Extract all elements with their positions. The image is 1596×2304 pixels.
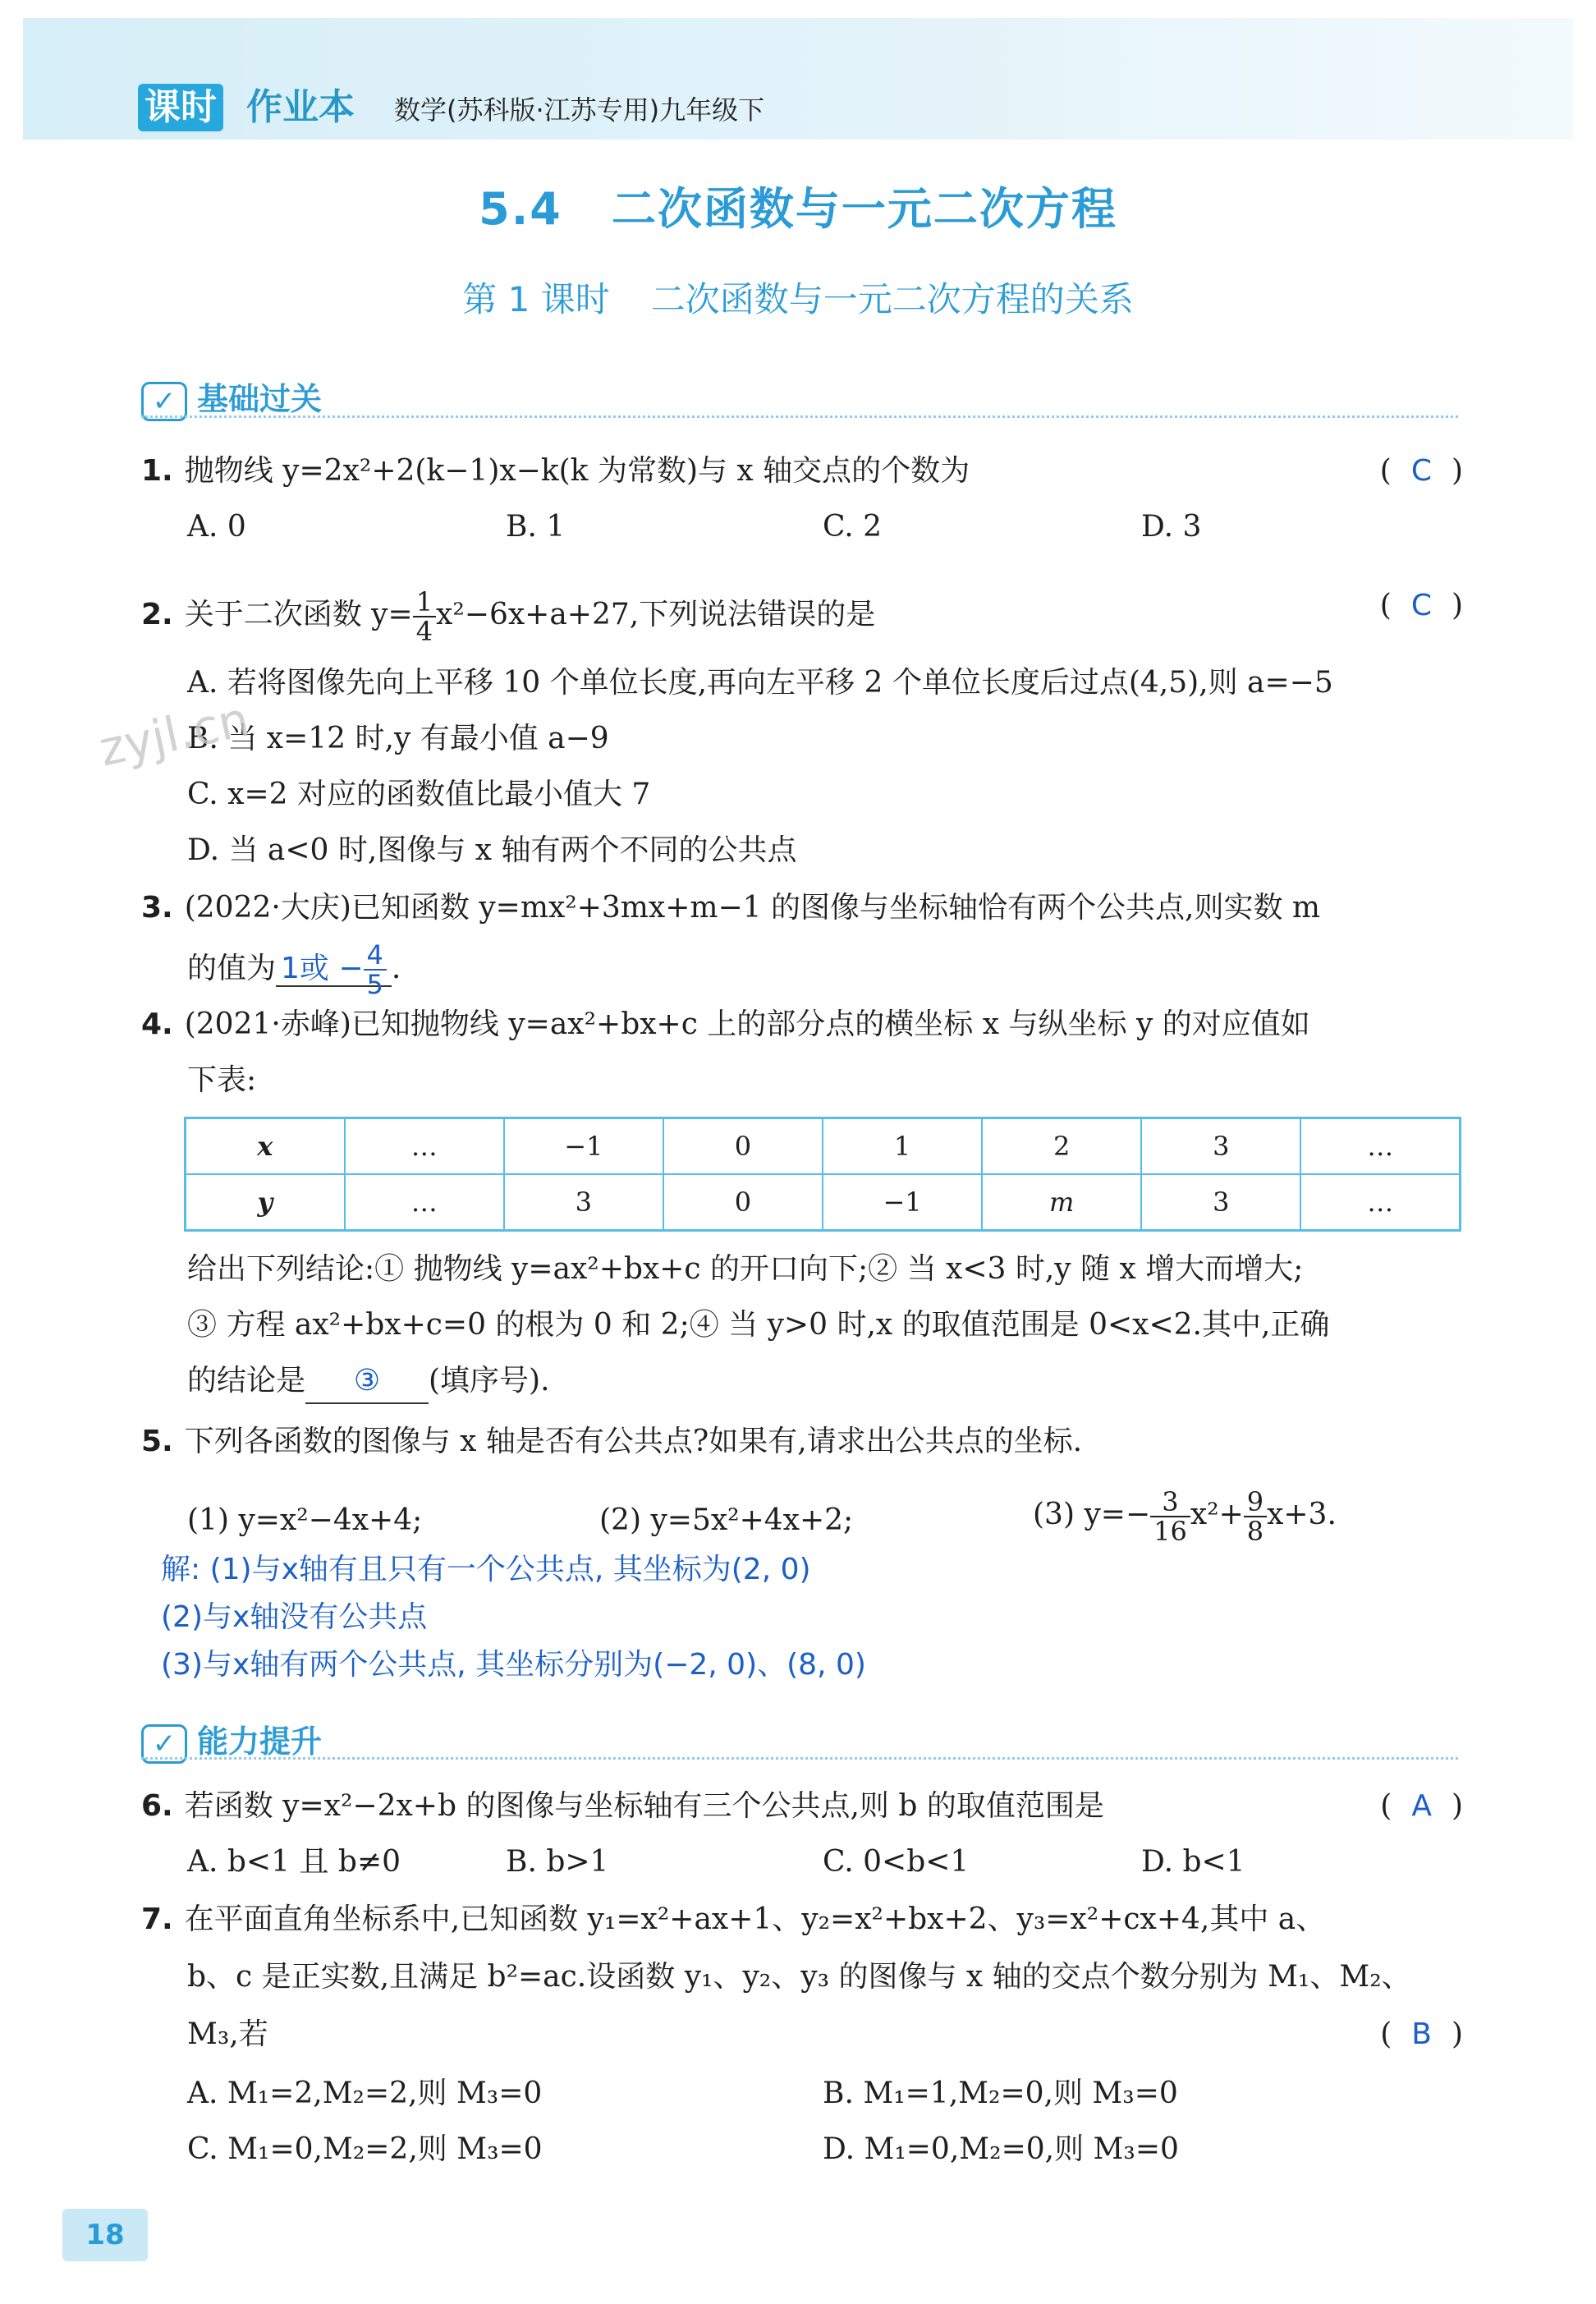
- option-d: D. M₁=0,M₂=0,则 M₃=0: [823, 2132, 1179, 2166]
- question-text-b: x²−6x+a+27,下列说法错误的是: [436, 598, 876, 631]
- table-cell: …: [345, 1118, 504, 1175]
- option-b: B. 当 x=12 时,y 有最小值 a−9: [187, 722, 609, 755]
- question-4-line-3: 给出下列结论:① 抛物线 y=ax²+bx+c 的开口向下;② 当 x<3 时,y 随 x 增大而增大;: [187, 1252, 1304, 1286]
- option-a: A. 0: [187, 510, 246, 544]
- option-b: B. 1: [506, 510, 566, 544]
- section-advanced-label: 能力提升: [197, 1723, 323, 1760]
- table-cell: −1: [504, 1118, 663, 1175]
- section-advanced-divider: [141, 1754, 1458, 1760]
- question-3-line-2: [187, 941, 1509, 998]
- watermark: zyjl.cn: [94, 691, 255, 778]
- table-cell: …: [1300, 1118, 1460, 1175]
- option-c: C. 2: [823, 510, 883, 544]
- question-2: [141, 588, 1463, 645]
- question-text: 下列各函数的图像与 x 轴是否有公共点?如果有,请求出公共点的坐标.: [184, 1425, 1083, 1458]
- fraction: [1150, 1488, 1190, 1545]
- table-cell: 3: [1141, 1174, 1300, 1231]
- question-3-line-1: [141, 887, 1463, 929]
- table-cell: 1: [823, 1118, 982, 1175]
- table-cell: 0: [663, 1174, 823, 1231]
- handwritten-answer: ③: [305, 1360, 429, 1404]
- question-number: 1.: [141, 454, 173, 488]
- question-7-line-1: [141, 1898, 1463, 1941]
- question-6: [141, 1785, 1463, 1828]
- lesson-number: 第 1 课时: [462, 279, 610, 319]
- answer-bracket-1: ( C ): [1379, 454, 1463, 488]
- answer-fraction: [364, 941, 387, 998]
- answer-bracket-7: ( B ): [1380, 2017, 1463, 2051]
- logo-mark: 课时: [138, 84, 223, 131]
- page-number: 18: [62, 2209, 148, 2261]
- question-7-line-3: M₃,若: [187, 2017, 268, 2051]
- question-1: [141, 450, 1463, 493]
- header-subject: 数学(苏科版·江苏专用)九年级下: [394, 94, 765, 126]
- chapter-number: 5.4: [479, 183, 562, 235]
- question-number: 3.: [141, 891, 173, 925]
- answer-bracket-6: ( A ): [1380, 1789, 1463, 1823]
- question-text: 的结论是: [187, 1364, 306, 1398]
- fraction-top: 1: [413, 588, 436, 617]
- chapter-title: [0, 174, 1596, 237]
- sub-question-1: (1) y=x²−4x+4;: [187, 1503, 423, 1537]
- question-text: (2021·赤峰)已知抛物线 y=ax²+bx+c 上的部分点的横坐标 x 与纵坐标 y 的对应值如: [184, 1007, 1310, 1041]
- table-cell: …: [1300, 1174, 1460, 1231]
- fraction-top: 3: [1150, 1488, 1190, 1517]
- sub-question-3: [1033, 1488, 1337, 1545]
- question-number: 4.: [141, 1007, 173, 1041]
- question-number: 5.: [141, 1425, 173, 1458]
- check-icon: ✓: [141, 1724, 187, 1764]
- question-text: 在平面直角坐标系中,已知函数 y₁=x²+ax+1、y₂=x²+bx+2、y₃=x²+cx+4,其中 a、: [184, 1902, 1326, 1936]
- question-5: [141, 1420, 1463, 1463]
- formula-part: x²+: [1190, 1498, 1244, 1531]
- answer: B: [1411, 2017, 1432, 2051]
- answer: C: [1410, 454, 1432, 488]
- option-c: C. x=2 对应的函数值比最小值大 7: [187, 778, 651, 811]
- question-4-line-2: 下表:: [187, 1063, 257, 1097]
- answer: C: [1410, 589, 1432, 622]
- fraction-bottom: 5: [366, 969, 383, 1000]
- solution-line-2: (2)与x轴没有公共点: [161, 1600, 428, 1634]
- question-4-line-1: [141, 1003, 1463, 1046]
- logo-text: 作业本: [246, 86, 355, 128]
- handwritten-answer: [276, 939, 392, 1000]
- table-cell: y: [186, 1174, 345, 1231]
- table-cell: x: [186, 1118, 345, 1175]
- question-4-line-4: ③ 方程 ax²+bx+c=0 的根为 0 和 2;④ 当 y>0 时,x 的取值范围是 0<x<2.其中,正确: [187, 1308, 1330, 1342]
- option-c: C. 0<b<1: [823, 1845, 970, 1879]
- option-a: A. b<1 且 b≠0: [187, 1845, 401, 1879]
- fraction-bottom: 8: [1246, 1516, 1264, 1547]
- table-cell: 3: [1141, 1118, 1300, 1175]
- answer-text: 1或 −: [281, 952, 364, 985]
- question-number: 2.: [141, 598, 173, 631]
- value-table: [184, 1117, 1461, 1232]
- table-row: [186, 1118, 1461, 1175]
- solution-line-3: (3)与x轴有两个公共点, 其坐标分别为(−2, 0)、(8, 0): [161, 1648, 866, 1682]
- question-text: 若函数 y=x²−2x+b 的图像与坐标轴有三个公共点,则 b 的取值范围是: [184, 1789, 1104, 1823]
- solution-line-1: 解: (1)与x轴有且只有一个公共点, 其坐标为(2, 0): [161, 1553, 811, 1586]
- answer: A: [1411, 1789, 1432, 1823]
- fraction-top: 4: [364, 941, 387, 971]
- answer-bracket-2: ( C ): [1379, 589, 1463, 622]
- check-icon: ✓: [141, 382, 187, 421]
- option-a: A. M₁=2,M₂=2,则 M₃=0: [187, 2077, 543, 2110]
- question-text: 抛物线 y=2x²+2(k−1)x−k(k 为常数)与 x 轴交点的个数为: [184, 454, 970, 488]
- section-basic-divider: [141, 412, 1458, 418]
- option-a: A. 若将图像先向上平移 10 个单位长度,再向左平移 2 个单位长度后过点(4,5),则 a=−5: [187, 666, 1333, 700]
- question-text: (2022·大庆)已知函数 y=mx²+3mx+m−1 的图像与坐标轴恰有两个公共点,则实数 m: [184, 891, 1321, 925]
- period: .: [391, 952, 401, 985]
- option-b: B. M₁=1,M₂=0,则 M₃=0: [823, 2077, 1178, 2110]
- table-cell: 3: [504, 1174, 663, 1231]
- option-d: D. 当 a<0 时,图像与 x 轴有两个不同的公共点: [187, 833, 797, 867]
- question-number: 6.: [141, 1789, 173, 1823]
- fraction: [413, 588, 436, 645]
- chapter-name: 二次函数与一元二次方程: [611, 183, 1117, 235]
- option-d: D. 3: [1141, 510, 1202, 544]
- lesson-name: 二次函数与一元二次方程的关系: [650, 279, 1134, 319]
- fraction: [1244, 1488, 1267, 1545]
- option-c: C. M₁=0,M₂=2,则 M₃=0: [187, 2132, 543, 2166]
- question-4-line-5: [187, 1360, 1509, 1404]
- table-cell: 2: [982, 1118, 1141, 1175]
- table-cell: −1: [823, 1174, 982, 1231]
- fraction-bottom: 16: [1153, 1516, 1187, 1547]
- question-text: (填序号).: [429, 1364, 550, 1398]
- formula-part: x+3.: [1267, 1498, 1337, 1531]
- fraction-bottom: 4: [415, 616, 433, 647]
- question-number: 7.: [141, 1902, 173, 1936]
- question-text: 的值为: [187, 952, 277, 985]
- option-d: D. b<1: [1141, 1845, 1245, 1879]
- question-text-a: 关于二次函数 y=: [184, 598, 413, 631]
- table-cell: 0: [663, 1118, 823, 1175]
- table-row: [186, 1174, 1461, 1231]
- fraction-top: 9: [1244, 1488, 1267, 1517]
- table-cell: …: [345, 1174, 504, 1231]
- option-b: B. b>1: [506, 1845, 609, 1879]
- sub-question-2: (2) y=5x²+4x+2;: [599, 1503, 854, 1537]
- formula-part: (3) y=−: [1033, 1498, 1151, 1531]
- lesson-title: [0, 273, 1596, 322]
- section-basic-label: 基础过关: [197, 381, 323, 417]
- table-cell: m: [982, 1174, 1141, 1231]
- question-7-line-2: b、c 是正实数,且满足 b²=ac.设函数 y₁、y₂、y₃ 的图像与 x 轴的交点个数分别为 M₁、M₂、: [187, 1960, 1411, 1994]
